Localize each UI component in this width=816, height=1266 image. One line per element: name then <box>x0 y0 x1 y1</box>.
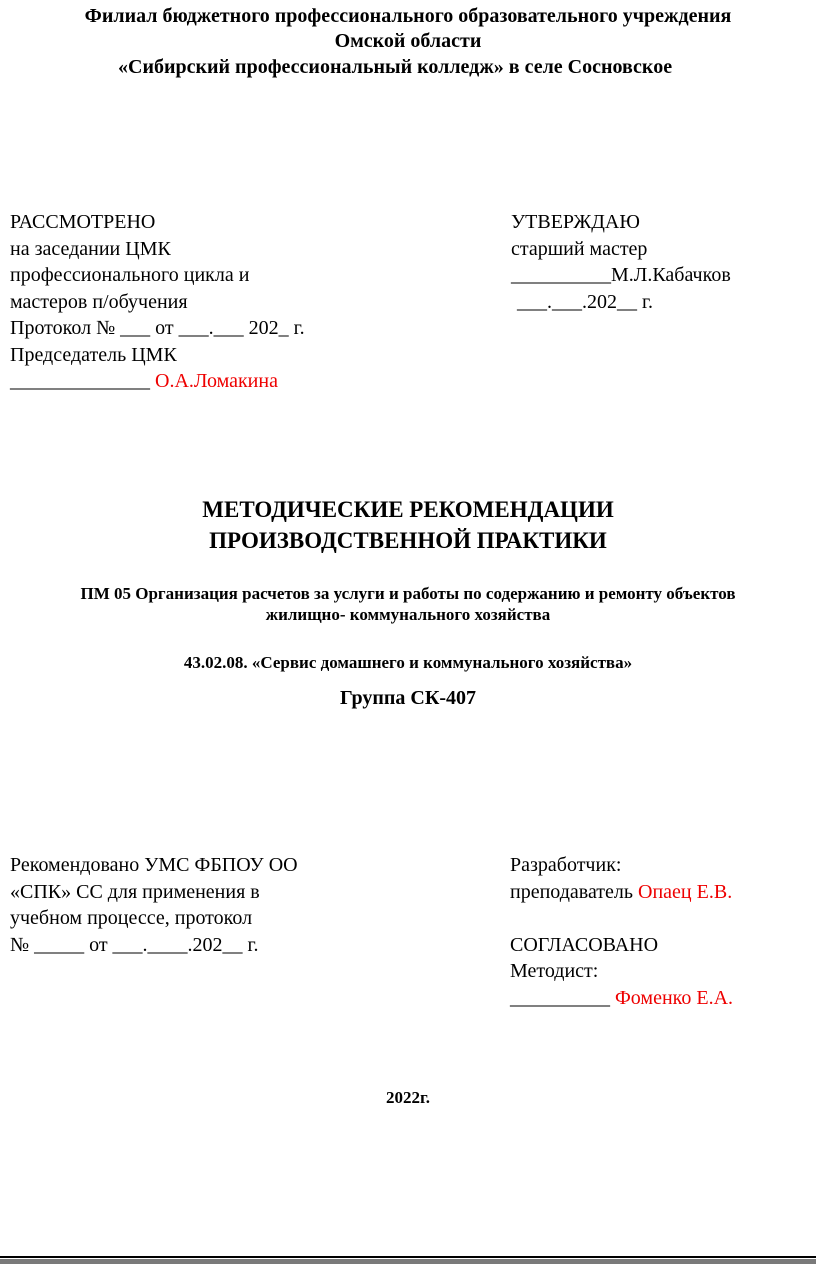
approved-signature: __________М.Л.Кабачков <box>511 264 731 286</box>
reviewed-line-3: мастеров п/обучения <box>10 290 188 313</box>
chair-name: О.А.Ломакина <box>155 370 278 392</box>
developer-name: Опаец Е.В. <box>638 880 733 903</box>
signature-line: __________ <box>510 986 610 1009</box>
module-line-1: ПМ 05 Организация расчетов за услуги и работы по содержанию и ремонту объектов <box>80 584 736 603</box>
recommended-line-2: «СПК» СС для применения в <box>10 880 260 903</box>
agreed-name: Фоменко Е.А. <box>615 986 734 1009</box>
signature-line: ______________ <box>10 370 150 392</box>
agreed-title: СОГЛАСОВАНО <box>510 933 659 956</box>
developer-label: Разработчик: <box>510 854 622 876</box>
year: 2022г. <box>385 1088 431 1107</box>
reviewed-title: РАССМОТРЕНО <box>10 211 156 233</box>
developer-position: преподаватель <box>510 880 634 903</box>
agreed-position: Методист: <box>510 960 599 982</box>
approved-title: УТВЕРЖДАЮ <box>511 211 640 233</box>
reviewed-chair-label: Председатель ЦМК <box>10 343 177 366</box>
reviewed-line-1: на заседании ЦМК <box>10 237 171 260</box>
institution-line-2: Омской области <box>334 30 482 52</box>
approved-block <box>511 209 731 315</box>
developer-line <box>510 879 733 906</box>
document-title-line-1: МЕТОДИЧЕСКИЕ РЕКОМЕНДАЦИИ <box>202 497 614 522</box>
recommended-line-4: № _____ от ___.____.202__ г. <box>10 933 259 956</box>
group: Группа СК-407 <box>340 687 476 709</box>
specialty: 43.02.08. «Сервис домашнего и коммунального хозяйства» <box>183 653 633 672</box>
recommended-line-1: Рекомендовано УМС ФБПОУ ОО <box>10 854 298 876</box>
approved-date: ___.___.202__ г. <box>517 290 653 313</box>
agreed-signature <box>510 985 733 1012</box>
reviewed-line-2: профессионального цикла и <box>10 264 250 286</box>
bottom-rule-bottom <box>0 1259 816 1264</box>
recommended-line-3: учебном процессе, протокол <box>10 907 253 929</box>
developer-block <box>510 852 733 1011</box>
document-title-line-2: ПРОИЗВОДСТВЕННОЙ ПРАКТИКИ <box>209 528 607 553</box>
bottom-rule-top <box>0 1256 816 1258</box>
module-line-2: жилищно- коммунального хозяйства <box>265 605 551 624</box>
reviewed-protocol: Протокол № ___ от ___.___ 202_ г. <box>10 317 305 339</box>
reviewed-block <box>10 209 305 395</box>
institution-line-1: Филиал бюджетного профессионального образовательного учреждения <box>84 5 732 27</box>
recommended-block <box>10 852 298 958</box>
reviewed-chair-signature <box>10 368 305 395</box>
institution-line-3: «Сибирский профессиональный колледж» в селе Сосновское <box>118 56 673 78</box>
approved-position: старший мастер <box>511 237 648 260</box>
